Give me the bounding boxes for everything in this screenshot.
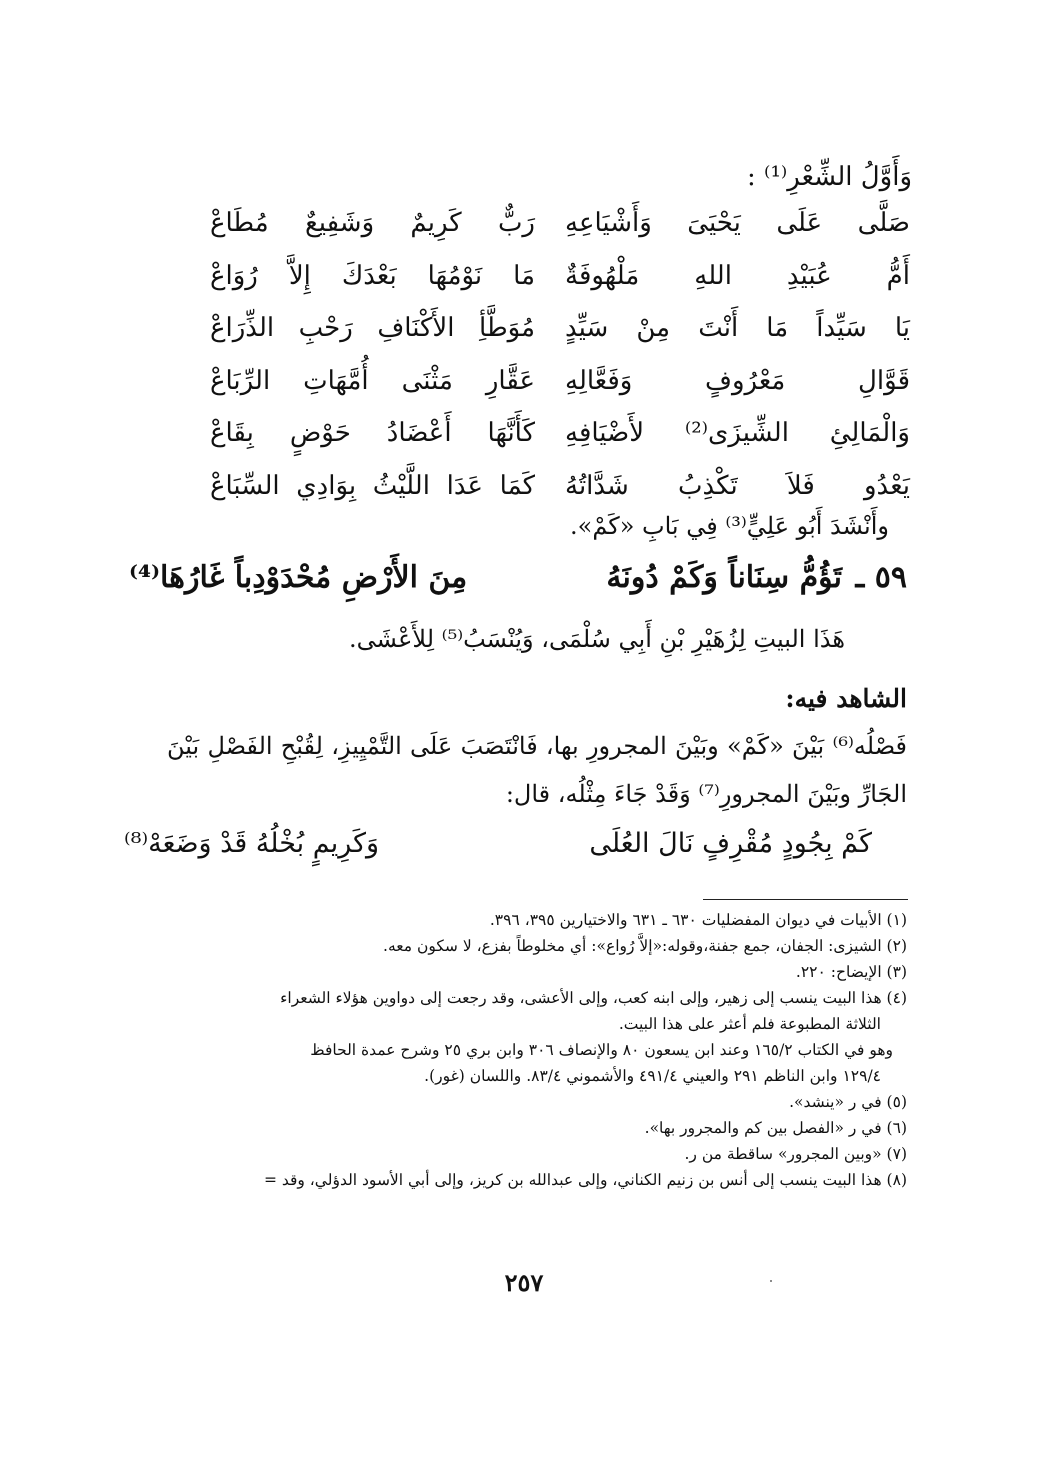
poem-verse: [190, 366, 910, 419]
poem: [190, 208, 910, 523]
verse-second-hemistich: رَبٌّ كَرِيمٌ وَشَفِيعٌ مُطَاعْ: [210, 208, 535, 238]
verse-first-hemistich: قَوَّالِ مَعْرُوفٍ وَفَعَّالِهِ: [565, 365, 910, 396]
verse-attribution: هَذَا البيتِ لِزُهَيْرِ بْنِ أَبِي سُلْمَى، وَيُنْسَبُ⁽⁵⁾ لِلأَعْشَى.: [349, 625, 845, 653]
verse-second-hemistich: مُوَطَّأِ الأَكْنَافِ رَحْبِ الذِّرَاعْ: [210, 313, 535, 343]
footnote-6: (٦) في ر «الفصل بين كم والمجرور بها».: [644, 1119, 907, 1137]
verse-first-hemistich: أَمُّ عُبَيْدِ اللهِ مَلْهُوفَةٌ: [565, 260, 910, 291]
verse-number: ٥٩ ـ: [855, 560, 907, 595]
footnote-7: (٧) «وبين المجرور» ساقطة من ر.: [684, 1145, 907, 1163]
verse-second-hemistich: كَمَا عَدَا اللَّيْثُ بِوَادِي السِّبَاعْ: [210, 470, 535, 501]
recitation-note: وأَنْشَدَ أَبُو عَلِيٍّ⁽³⁾ فِي بَابِ «كَمْ».: [570, 512, 889, 540]
verse-first-hemistich: كَمْ بِجُودٍ مُقْرِفٍ نَالَ العُلَى: [589, 828, 872, 859]
verse-second-hemistich: كَأَنَّهَا أَعْضَادُ حَوْضٍ بِقَاعْ: [210, 418, 535, 448]
verse-second-hemistich: مَا نَوْمُهَا بَعْدَكَ إِلاَّ رُوَاعْ: [210, 260, 535, 291]
poem-verse: [190, 261, 910, 314]
verse-second-hemistich: مِنَ الأَرْضِ مُحْدَوْدِباً غَارُهَا⁽⁴⁾: [129, 560, 468, 595]
verse-first-hemistich: تَؤُمُّ سِنَاناً وَكَمْ دُونَهُ: [606, 560, 842, 595]
footnote-4-continuation: الثلاثة المطبوعة فلم أعثر على هذا البيت.: [618, 1015, 881, 1033]
footnote-1: (١) الأبيات في ديوان المفضليات ٦٣٠ ـ ٦٣١ والاختيارين ٣٩٥، ٣٩٦.: [489, 911, 907, 929]
poem-verse: [190, 418, 910, 471]
verse-second-hemistich: وَكَرِيمٍ بُخْلُهُ قَدْ وَضَعَهْ⁽⁸⁾: [124, 828, 380, 859]
footnote-divider: [703, 899, 908, 900]
page-number: ٢٥٧: [504, 1268, 544, 1297]
footnotes: [127, 907, 907, 1193]
verse-first-hemistich: صَلَّى عَلَى يَحْيَىَ وَأَشْيَاعِهِ: [565, 208, 910, 238]
poem-verse: [190, 208, 910, 261]
poem-verse: [190, 313, 910, 366]
footnote-2: (٢) الشيزى: الجفان، جمع جفنة،وقوله:«إلاَّ رُواع»: أي مخلوطاً بفزع، لا سكون معه.: [383, 937, 907, 955]
footnote-3: (٣) الإيضاح: ٢٢٠.: [795, 963, 907, 981]
footnote-4-references-continuation: ١٢٩/٤ وابن الناظم ٢٩١ والعيني ٤٩١/٤ والأشموني ٨٣/٤. واللسان (غور).: [424, 1067, 881, 1085]
witness-verse-59: [129, 560, 907, 612]
section-heading: الشاهد فيه:: [785, 684, 907, 713]
commentary-paragraph: فَصْلُه⁽⁶⁾ بَيْنَ «كَمْ» وبَيْنَ المجرورِ بها، فَانْتَصَبَ عَلَى التَّمْيِيزِ، لِقُبْحِ الفَصْلِ بَيْنَ الجَارِّ وبَيْنَ المجرورِ⁽⁷⁾ وَقَدْ جَاءَ مِثْلُه، قال:: [167, 732, 907, 808]
footnote-8: (٨) هذا البيت ينسب إلى أنس بن زنيم الكناني، وإلى عبدالله بن كريز، وإلى أبي الأسود الدؤلي، وقد =: [263, 1171, 907, 1189]
footnote-4: (٤) هذا البيت ينسب إلى زهير، وإلى ابنه كعب، وإلى الأعشى، وقد رجعت إلى دواوين هؤلاء الشعراء: [280, 989, 907, 1007]
footnote-5: (٥) في ر «ينشد».: [789, 1093, 907, 1111]
verse-first-hemistich: يَا سَيِّداً مَا أَنْتَ مِنْ سَيِّدٍ: [565, 313, 910, 343]
verse-first-hemistich: وَالْمَالِئِ الشِّيزَى⁽²⁾ لأَضْيَافِهِ: [565, 418, 910, 448]
footnote-4-references: وهو في الكتاب ١٦٥/٢ وعند ابن يسعون ٨٠ والإنصاف ٣٠٦ وابن بري ٢٥ وشرح عمدة الحافظ: [310, 1041, 893, 1059]
scan-speck: [770, 1280, 772, 1282]
quoted-verse: [124, 828, 872, 874]
verse-first-hemistich: يَعْدُو فَلاَ تَكْذِبُ شَدَّاتُهُ: [565, 470, 910, 501]
poem-intro: وَأَوَّلُ الشِّعْرِ⁽¹⁾ :: [747, 162, 912, 192]
verse-second-hemistich: عَقَّارِ مَثْنَى أُمَّهَاتِ الرِّبَاعْ: [210, 365, 535, 396]
